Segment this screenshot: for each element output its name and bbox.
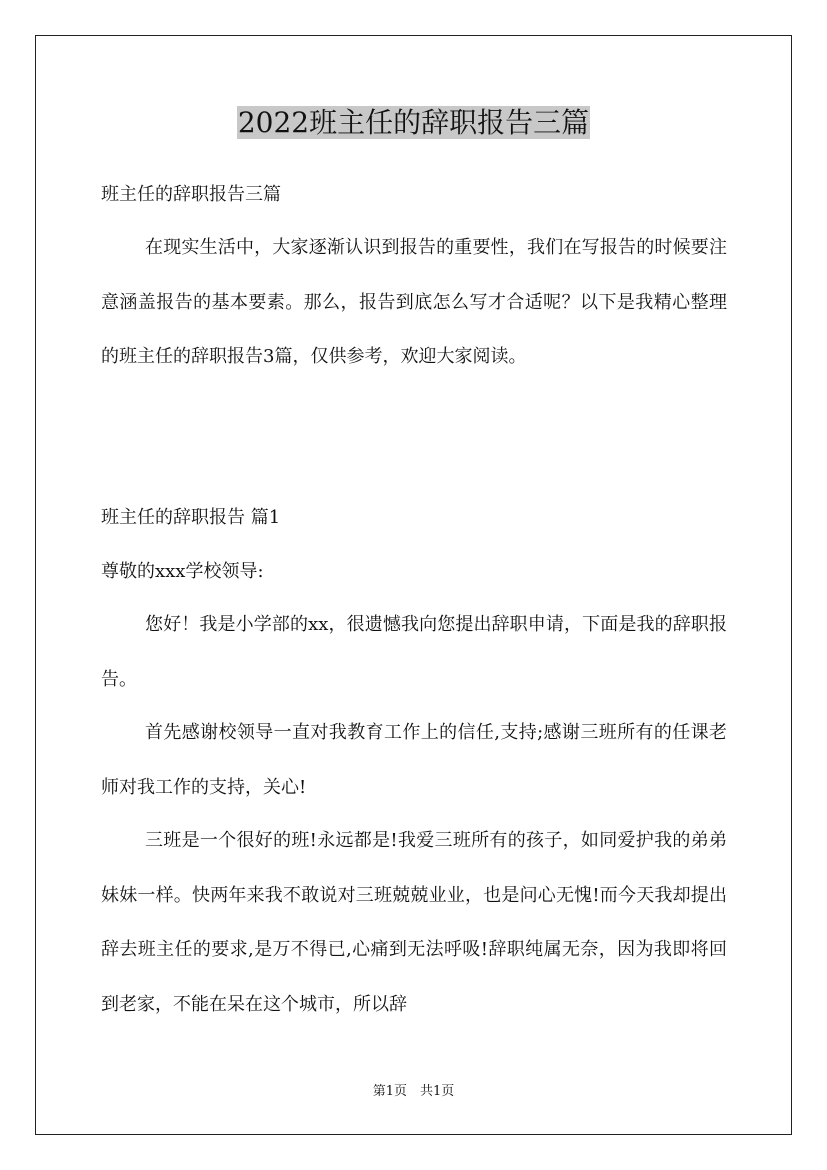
intro-paragraph: 在现实生活中，大家逐渐认识到报告的重要性，我们在写报告的时候要注意涵盖报告的基本要素。那么，报告到底怎么写才合适呢？以下是我精心整理的班主任的辞职报告3篇，仅供参考，欢迎大家阅读。 xyxy=(101,237,727,367)
section-heading: 班主任的辞职报告 篇1 xyxy=(101,507,281,528)
document-title xyxy=(0,101,827,145)
document-subtitle: 班主任的辞职报告三篇 xyxy=(101,184,281,205)
body-paragraph-1: 您好！我是小学部的xx，很遗憾我向您提出辞职申请，下面是我的辞职报告。 xyxy=(101,614,727,690)
document-title-text: 2022班主任的辞职报告三篇 xyxy=(237,106,590,139)
body-paragraph-2: 首先感谢校领导一直对我教育工作上的信任,支持;感谢三班所有的任课老师对我工作的支持，关心! xyxy=(101,722,727,798)
salutation: 尊敬的xxx学校领导: xyxy=(101,561,264,582)
body-paragraph-3: 三班是一个很好的班!永远都是!我爱三班所有的孩子，如同爱护我的弟弟妹妹一样。快两年来我不敢说对三班兢兢业业，也是问心无愧!而今天我却提出辞去班主任的要求,是万不得已,心痛到无法呼吸!辞职纯属无奈，因为我即将回到老家，不能在呆在这个城市，所以辞 xyxy=(101,830,727,1015)
page-footer: 第1页 共1页 xyxy=(372,1084,455,1099)
